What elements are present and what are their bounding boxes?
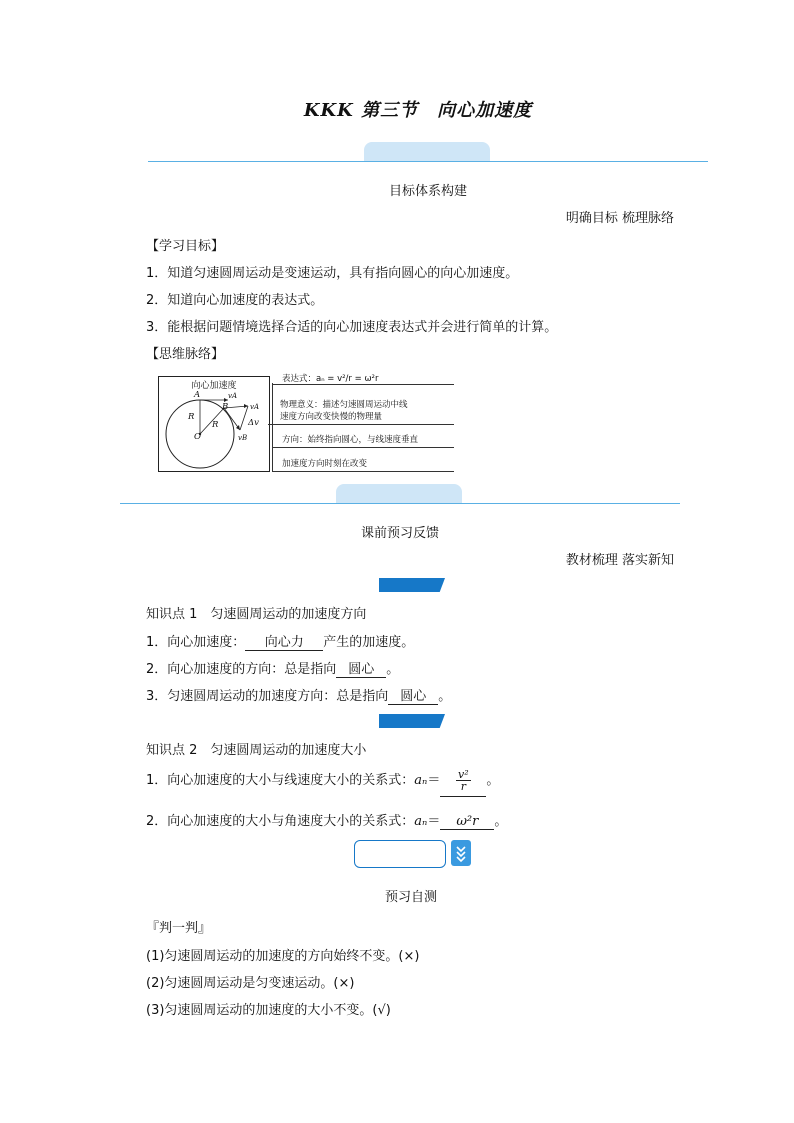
section-subtitle: 教材梳理 落实新知 [565, 553, 674, 568]
label-vB: vB [238, 434, 248, 442]
label-delta-v: Δv [248, 418, 259, 428]
page-title: KKK 第三节 向心加速度 [303, 100, 533, 121]
line-text: 。 [438, 689, 452, 704]
line-text: 1．向心加速度的大小与线速度大小的关系式： [146, 773, 415, 788]
goal-item: 3．能根据问题情境选择合适的向心加速度表达式并会进行简单的计算。 [146, 320, 558, 335]
line-text: 。 [386, 662, 400, 677]
line-text: 3．匀速圆周运动的加速度方向：总是指向 [146, 689, 389, 704]
line-text: 2．向心加速度的方向：总是指向 [146, 662, 337, 677]
mindmap-branch: 表达式：aₙ = v²/r = ω²r [282, 374, 379, 384]
section-divider [120, 503, 680, 504]
kp2-line1 [146, 766, 499, 797]
section-subtitle: 明确目标 梳理脉络 [565, 211, 674, 226]
label-A: A [194, 390, 201, 400]
mindmap-box-title: 向心加速度 [191, 381, 237, 391]
knowledge-tag [379, 578, 445, 592]
label-B: B [222, 402, 229, 412]
label-R: R [188, 412, 195, 422]
answer-blank: ω²r [440, 814, 494, 830]
label-vA: vA [228, 392, 238, 400]
branch-divider [272, 384, 454, 385]
knowledge-point-title: 知识点 1 匀速圆周运动的加速度方向 [146, 607, 367, 622]
selftest-frame [354, 840, 446, 868]
section-tab [364, 142, 490, 162]
judge-item: (1)匀速圆周运动的加速度的方向始终不变。(×) [146, 949, 420, 964]
kp1-line1 [146, 631, 414, 651]
mindmap-branch: 速度方向改变快慢的物理量 [280, 412, 383, 422]
branch-divider [272, 424, 454, 425]
goal-item: 1．知道匀速圆周运动是变速运动，具有指向圆心的向心加速度。 [146, 266, 519, 281]
mindmap-bracket [272, 383, 273, 471]
mindmap-branch: 物理意义：描述匀速圆周运动中线 [280, 400, 408, 410]
kp1-line3 [146, 685, 451, 705]
fraction-denominator: r [460, 780, 466, 793]
line-text: 2．向心加速度的大小与角速度大小的关系式： [146, 814, 415, 829]
goal-item: 2．知道向心加速度的表达式。 [146, 293, 324, 308]
section-heading: 课前预习反馈 [360, 526, 439, 541]
branch-divider [272, 447, 454, 448]
kp2-line2 [146, 810, 507, 830]
label-O: O [194, 432, 201, 442]
section-divider [148, 161, 708, 162]
line-text: 。 [486, 773, 500, 788]
answer-blank: 圆心 [388, 685, 438, 705]
mindmap-label: 【思维脉络】 [146, 347, 225, 362]
answer-blank [440, 766, 486, 797]
mindmap-branch: 方向：始终指向圆心，与线速度垂直 [282, 435, 419, 445]
fraction [456, 769, 471, 792]
formula-variable: aₙ [414, 814, 428, 829]
judge-item: (3)匀速圆周运动的加速度的大小不变。(√) [146, 1003, 391, 1018]
line-text: 产生的加速度。 [323, 635, 415, 650]
judge-item: (2)匀速圆周运动是匀变速运动。(×) [146, 976, 355, 991]
line-text: 。 [494, 814, 508, 829]
fraction-numerator: v² [458, 768, 469, 781]
equals-sign: ＝ [427, 773, 441, 788]
section-tab [336, 484, 462, 504]
selftest-heading: 预习自测 [384, 890, 437, 905]
kp1-line2 [146, 658, 399, 678]
line-text: 1．向心加速度： [146, 635, 246, 650]
knowledge-point-title: 知识点 2 匀速圆周运动的加速度大小 [146, 743, 367, 758]
mindmap-branch: 加速度方向时刻在改变 [282, 459, 368, 469]
answer-blank: 向心力 [245, 631, 323, 651]
equals-sign: ＝ [427, 814, 441, 829]
answer-blank: 圆心 [336, 658, 386, 678]
judge-label: 『判一判』 [146, 921, 212, 936]
knowledge-tag [379, 714, 445, 728]
section-heading: 目标体系构建 [388, 184, 467, 199]
goals-label: 【学习目标】 [146, 239, 225, 254]
label-vA: vA [250, 403, 260, 411]
branch-divider [272, 471, 454, 472]
chevrons-down-icon [451, 840, 471, 866]
label-R: R [212, 420, 219, 430]
formula-variable: aₙ [414, 773, 428, 788]
